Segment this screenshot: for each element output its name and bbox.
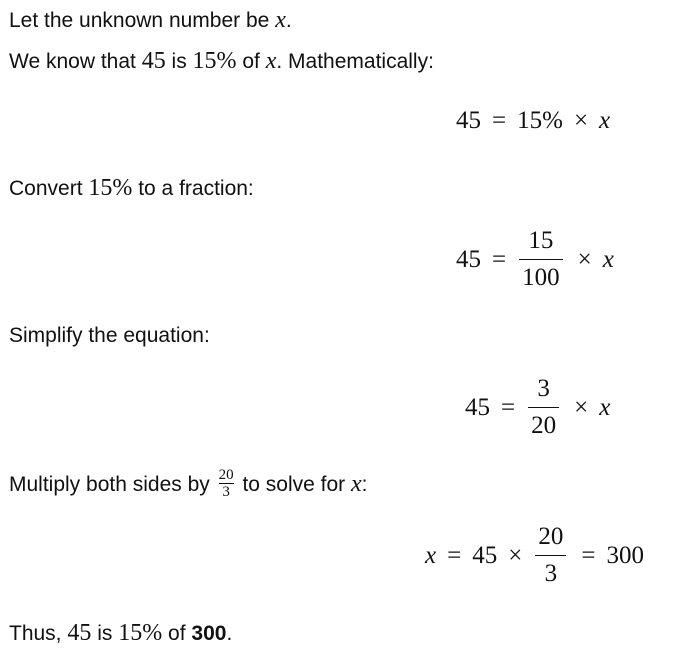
equation-3: 45 = $\frac{3}{20}$ × x [465, 375, 611, 440]
variable-x: x [265, 48, 277, 74]
number-45: 45 [141, 48, 166, 74]
number-45: 45 [67, 620, 92, 646]
fraction-20-over-3: $\frac{20}{3}$ [535, 522, 566, 589]
equation-1: 45 = 15% × x [456, 107, 611, 134]
convert-line: Convert 15% to a fraction: [9, 175, 254, 201]
intro-text: Let the unknown number be [9, 9, 276, 32]
intro-line: Let the unknown number be x. [9, 7, 292, 33]
percent-15: 15% [118, 620, 163, 646]
fraction-bar [535, 555, 566, 556]
fraction-15-over-100: $\frac{15}{100}$ [519, 226, 563, 293]
multiply-line: Multiply both sides by $\frac{20}{3}$ to solve for x: [9, 467, 368, 500]
variable-x: x [351, 471, 362, 498]
answer-300: 300 [191, 622, 227, 645]
percent-15: 15% [88, 175, 133, 201]
inline-fraction-20-over-3: $\frac{20}{3}$ [218, 467, 234, 500]
fraction-bar [519, 259, 563, 260]
variable-x: x [275, 7, 286, 33]
equation-2: 45 = $\frac{15}{100}$ × x [456, 227, 614, 292]
simplify-line: Simplify the equation: [9, 324, 210, 347]
equation-4: x = 45 × $\frac{20}{3}$ = 300 [425, 523, 644, 588]
fraction-bar [528, 407, 559, 408]
fraction-3-over-20: $\frac{3}{20}$ [528, 374, 559, 441]
result-300: 300 [606, 541, 644, 569]
given-line: We know that 45 is 15% of x. Mathematically: [9, 48, 434, 74]
percent-15: 15% [192, 48, 237, 74]
conclusion-line: Thus, 45 is 15% of 300. [9, 620, 233, 646]
